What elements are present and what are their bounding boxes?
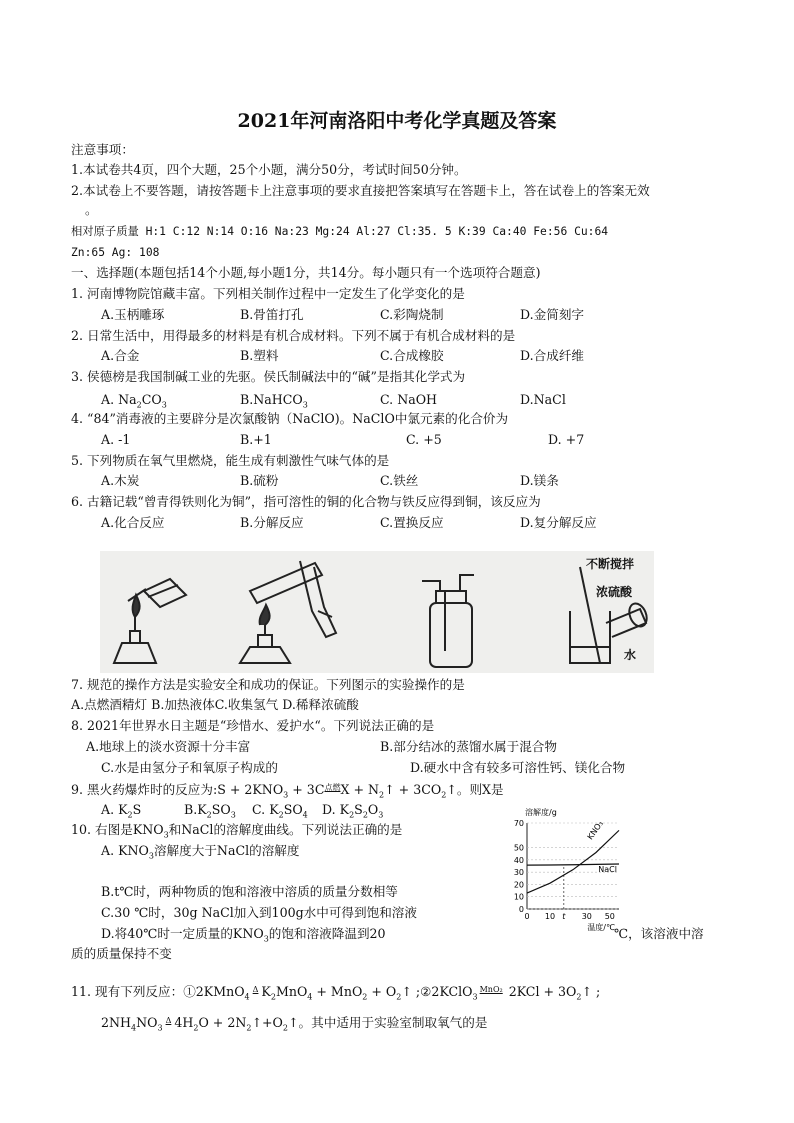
- x-tick-label: 0: [524, 912, 530, 921]
- series-label-nacl: NaCl: [598, 865, 618, 875]
- label-acid: 浓硫酸: [596, 585, 633, 599]
- q8-option-d[interactable]: D.硬水中含有较多可溶性钙、镁化合物: [410, 760, 626, 775]
- lab-operations-illustration: [100, 551, 654, 673]
- q3-option-b[interactable]: B.NaHCO$_3$: [240, 392, 308, 410]
- q6-option-b[interactable]: B.分解反应: [240, 515, 304, 530]
- note-2-end: 。: [85, 202, 98, 217]
- note-2: 2.本试卷上不要答题，请按答题卡上注意事项的要求直接把答案填写在答题卡上，答在试卷上的答案无效: [71, 183, 650, 198]
- q9-option-d[interactable]: D. $K_2S_2O_3$: [322, 802, 384, 820]
- q1-stem: 1. 河南博物院馆藏丰富。下列相关制作过程中一定发生了化学变化的是: [71, 286, 465, 301]
- q5-option-d[interactable]: D.镁条: [520, 473, 559, 488]
- q2-option-b[interactable]: B.塑料: [240, 348, 279, 363]
- q8-option-a[interactable]: A.地球上的淡水资源十分丰富: [86, 739, 251, 754]
- y-axis-title: 溶解度/g: [525, 808, 557, 817]
- x-tick-label: t: [562, 912, 566, 921]
- q2-option-a[interactable]: A.合金: [101, 348, 140, 363]
- label-water: 水: [624, 648, 637, 662]
- x-tick-label: 50: [604, 912, 615, 921]
- q2-option-d[interactable]: D.合成纤维: [520, 348, 585, 363]
- y-tick-label: 30: [513, 868, 524, 878]
- q1-option-b[interactable]: B.骨笛打孔: [240, 307, 304, 322]
- q6-option-d[interactable]: D.复分解反应: [520, 515, 597, 530]
- q9-option-a[interactable]: A. $K_2S$: [101, 802, 142, 820]
- q4-option-b[interactable]: B.+1: [240, 432, 272, 447]
- q6-stem: 6. 古籍记载“曾青得铁则化为铜”，指可溶性的铜的化合物与铁反应得到铜，该反应为: [71, 494, 541, 509]
- y-tick-label: 50: [513, 843, 524, 853]
- q5-option-a[interactable]: A.木炭: [101, 473, 140, 488]
- solubility-chart: [505, 805, 635, 933]
- q7-stem: 7. 规范的操作方法是实验安全和成功的保证。下列图示的实验操作的是: [71, 677, 465, 692]
- q6-option-a[interactable]: A.化合反应: [101, 515, 165, 530]
- q4-option-c[interactable]: C. +5: [406, 432, 442, 447]
- heating-test-tube-icon: [240, 561, 336, 663]
- series-line-kno3: [527, 830, 619, 893]
- q4-option-d[interactable]: D. +7: [548, 432, 585, 447]
- q3-option-d[interactable]: D.NaCl: [520, 392, 566, 407]
- note-1: 1.本试卷共4页，四个大题，25个小题，满分50分，考试时间50分钟。: [71, 162, 467, 177]
- q10-option-d-end: 质的质量保持不变: [71, 946, 172, 961]
- label-stir: 不断搅拌: [586, 557, 635, 571]
- y-tick-label: 20: [513, 880, 524, 890]
- q4-stem: 4. “84”消毒液的主要辟分是次氯酸钠（NaClO)。NaClO中氯元素的化合价为: [71, 411, 509, 426]
- q8-option-c[interactable]: C.水是由氢分子和氧原子构成的: [101, 760, 278, 775]
- q10-option-d[interactable]: D.将40℃时一定质量的$KNO_3$的饱和溶液降温到20: [101, 926, 386, 944]
- q5-option-b[interactable]: B.硫粉: [240, 473, 279, 488]
- page-title: 2021年河南洛阳中考化学真题及答案: [237, 110, 557, 132]
- y-tick-label: 0: [518, 905, 524, 914]
- q3-option-a[interactable]: A. $Na_2CO_3$: [101, 392, 167, 410]
- q10-option-d-cont: ℃，该溶液中溶: [614, 926, 704, 941]
- q1-option-d[interactable]: D.金简刻字: [520, 307, 585, 322]
- alcohol-lamp-icon: [114, 579, 186, 663]
- q9-option-c[interactable]: C. $K_2SO_4$: [252, 802, 308, 820]
- x-axis-title: 温度/℃: [587, 923, 615, 932]
- q4-option-a[interactable]: A. -1: [101, 432, 131, 447]
- q11-line2: $2NH_4NO_3^\Delta$ $4H_2O$ + $2N_2↑+O_2↑$。其中适用于实验室制取氧气的是: [101, 1015, 488, 1033]
- q11-stem: 11. 现有下列反应：①2KMnO$_4^\Delta$ $K_2MnO_4 + MnO_2$ + $O_2↑$ ;②2KClO$_3^{MnO_2}$ $2KCl + 3O_2↑$ ;: [71, 984, 601, 1002]
- q9-stem: 9. 黑火药爆炸时的反应为:S + $2KNO_3 + 3C^{点燃}X$ + $N_2↑$ + $3CO_2↑$。则X是: [71, 782, 504, 800]
- section-heading: 一、选择题(本题包括14个小题,每小题1分，共14分。每小题只有一个选项符合题意): [71, 265, 541, 280]
- q1-option-c[interactable]: C.彩陶烧制: [380, 307, 444, 322]
- q3-option-c[interactable]: C. NaOH: [380, 392, 438, 407]
- y-tick-label: 10: [513, 892, 524, 902]
- atomic-mass-line2: Zn:65 Ag: 108: [71, 246, 160, 259]
- q10-option-c[interactable]: C.30 ℃时，30g NaCl加入到100g水中可得到饱和溶液: [101, 905, 417, 920]
- q3-stem: 3. 侯德榜是我国制碱工业的先驱。侯氏制碱法中的“碱”是指其化学式为: [71, 369, 466, 384]
- lab-operations-figure: [100, 551, 654, 673]
- notes-heading: 注意事项：: [71, 142, 134, 157]
- q7-options[interactable]: A.点燃酒精灯 B.加热液体C.收集氢气 D.稀释浓硫酸: [71, 697, 359, 712]
- q10-option-b[interactable]: B.t℃时，两种物质的饱和溶液中溶质的质量分数相等: [101, 884, 398, 899]
- y-tick-label: 40: [513, 855, 524, 865]
- q6-option-c[interactable]: C.置换反应: [380, 515, 444, 530]
- y-tick-label: 70: [513, 819, 524, 828]
- q2-option-c[interactable]: C.合成橡胶: [380, 348, 444, 363]
- q8-stem: 8. 2021年世界水日主题是“珍惜水、爱护水“。下列说法正确的是: [71, 718, 435, 733]
- q8-option-b[interactable]: B.部分结冰的蒸馏水属于混合物: [380, 739, 557, 754]
- dilute-acid-beaker-icon: [570, 567, 650, 663]
- q10-option-a[interactable]: A. $KNO_3$溶解度大于NaCl的溶解度: [101, 843, 300, 861]
- q5-option-c[interactable]: C.铁丝: [380, 473, 419, 488]
- atomic-mass-line1: 相对原子质量 H:1 C:12 N:14 O:16 Na:23 Mg:24 Al:27 Cl:35. 5 K:39 Ca:40 Fe:56 Cu:64: [71, 225, 609, 238]
- series-label-kno3: KNO₃: [585, 819, 605, 842]
- solubility-chart-svg: [505, 805, 635, 933]
- q1-option-a[interactable]: A.玉柄雕琢: [101, 307, 165, 322]
- x-tick-label: 10: [544, 912, 556, 921]
- gas-collection-bottle-icon: [422, 575, 474, 667]
- q5-stem: 5. 下列物质在氧气里燃烧，能生成有刺激性气味气体的是: [71, 453, 390, 468]
- q10-stem: 10. 右图是$KNO_3$和NaCl的溶解度曲线。下列说法正确的是: [71, 822, 403, 840]
- q2-stem: 2. 日常生活中，用得最多的材料是有机合成材料。下列不属于有机合成材料的是: [71, 328, 516, 343]
- x-tick-label: 30: [581, 912, 592, 921]
- q9-option-b[interactable]: $B.K_2SO_3$: [184, 802, 236, 820]
